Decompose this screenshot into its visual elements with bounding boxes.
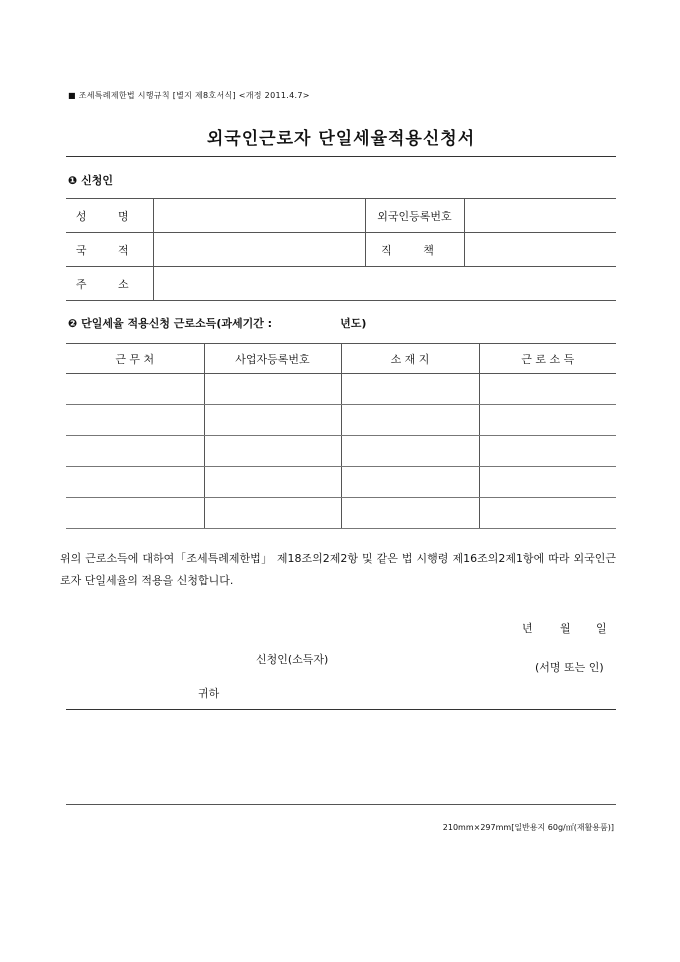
signature-divider <box>66 709 616 710</box>
table-cell[interactable] <box>341 436 479 467</box>
registration-number-label: 외국인등록번호 <box>365 199 464 233</box>
table-cell[interactable] <box>204 498 341 529</box>
applicant-row-name <box>66 199 616 233</box>
name-label: 성 명 <box>66 199 153 233</box>
applicant-table <box>66 198 616 301</box>
income-table <box>66 343 616 529</box>
applicant-row-nationality <box>66 233 616 267</box>
column-header-business-number: 사업자등록번호 <box>204 344 341 374</box>
section-income-heading-prefix: ❷ 단일세율 적용신청 근로소득(과세기간 : <box>68 317 273 330</box>
signature-or-seal-label: (서명 또는 인) <box>535 661 604 674</box>
table-cell[interactable] <box>204 436 341 467</box>
applicant-row-address <box>66 267 616 301</box>
table-cell[interactable] <box>66 467 204 498</box>
table-cell[interactable] <box>66 498 204 529</box>
section-income-heading <box>68 315 366 331</box>
table-cell[interactable] <box>479 467 616 498</box>
paper-spec-footer: 210mm×297mm[일반용지 60g/㎡(재활용품)] <box>442 823 614 832</box>
table-cell[interactable] <box>479 498 616 529</box>
position-label: 직 책 <box>365 233 464 267</box>
address-label: 주 소 <box>66 267 153 301</box>
name-field[interactable] <box>153 199 365 233</box>
table-cell[interactable] <box>66 436 204 467</box>
table-cell[interactable] <box>341 498 479 529</box>
date-month-label: 월 <box>560 622 571 635</box>
table-cell[interactable] <box>204 405 341 436</box>
form-title: 외국인근로자 단일세율적용신청서 <box>206 129 476 149</box>
table-row <box>66 467 616 498</box>
applicant-signature-label: 신청인(소득자) <box>256 653 329 666</box>
table-cell[interactable] <box>66 374 204 405</box>
table-cell[interactable] <box>204 467 341 498</box>
application-statement: 위의 근로소득에 대하여「조세특례제한법」 제18조의2제2항 및 같은 법 시행령 제16조의2제1항에 따라 외국인근로자 단일세율의 적용을 신청합니다. <box>60 552 616 587</box>
nationality-label: 국 적 <box>66 233 153 267</box>
section-applicant-heading: ❶ 신청인 <box>68 174 114 187</box>
date-year-label: 년 <box>522 622 533 635</box>
recipient-label: 귀하 <box>198 687 220 700</box>
table-cell[interactable] <box>479 405 616 436</box>
date-day-label: 일 <box>596 622 607 635</box>
table-row <box>66 498 616 529</box>
address-field[interactable] <box>153 267 616 301</box>
income-header-row <box>66 344 616 374</box>
table-row <box>66 405 616 436</box>
title-divider <box>66 156 616 157</box>
table-cell[interactable] <box>341 405 479 436</box>
column-header-earned-income: 근 로 소 득 <box>479 344 616 374</box>
section-income-heading-suffix: 년도) <box>340 317 367 330</box>
table-row <box>66 374 616 405</box>
column-header-workplace: 근 무 처 <box>66 344 204 374</box>
nationality-field[interactable] <box>153 233 365 267</box>
footer-divider <box>66 804 616 805</box>
column-header-location: 소 재 지 <box>341 344 479 374</box>
table-cell[interactable] <box>66 405 204 436</box>
registration-number-field[interactable] <box>464 199 616 233</box>
table-cell[interactable] <box>204 374 341 405</box>
table-cell[interactable] <box>479 436 616 467</box>
table-cell[interactable] <box>341 374 479 405</box>
table-row <box>66 436 616 467</box>
table-cell[interactable] <box>341 467 479 498</box>
form-reference-note: ■ 조세특례제한법 시행규칙 [별지 제8호서식] <개정 2011.4.7> <box>68 91 310 100</box>
table-cell[interactable] <box>479 374 616 405</box>
position-field[interactable] <box>464 233 616 267</box>
